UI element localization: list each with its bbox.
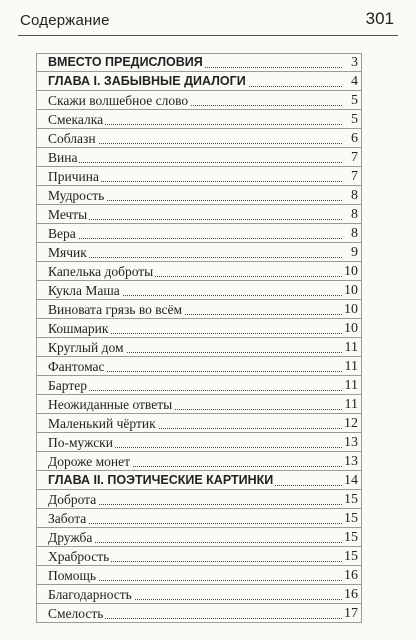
- toc-entry: [36, 433, 362, 452]
- toc-entry-title: Мячик: [48, 245, 87, 260]
- toc-chapter-heading: [36, 72, 362, 91]
- toc-entry: [36, 338, 362, 357]
- toc-entry-page: 6: [351, 131, 358, 146]
- toc-entry: [36, 376, 362, 395]
- toc-entry: [36, 452, 362, 471]
- toc-entry-title: Доброта: [48, 492, 97, 507]
- toc-entry-page: 10: [344, 302, 358, 317]
- toc-entry: [36, 129, 362, 148]
- toc-entry-title: Дороже монет: [48, 454, 131, 469]
- toc-entry-page: 11: [344, 340, 358, 355]
- toc-entry: [36, 395, 362, 414]
- toc-entry-page: 5: [351, 112, 358, 127]
- toc-entry-page: 11: [344, 397, 358, 412]
- toc-entry: [36, 357, 362, 376]
- toc-entry: [36, 205, 362, 224]
- toc-entry: [36, 490, 362, 509]
- toc-entry-page: 8: [351, 188, 358, 203]
- toc-entry-page: 11: [344, 378, 358, 393]
- toc-entry-title: Неожиданные ответы: [48, 397, 173, 412]
- toc-chapter-heading: [36, 471, 362, 490]
- toc-entry-title: Виновата грязь во всём: [48, 302, 183, 317]
- dot-leader: [48, 390, 342, 391]
- toc-entry: [36, 509, 362, 528]
- toc-entry-title: Смекалка: [48, 112, 104, 127]
- toc-entry-title: Мечты: [48, 207, 88, 222]
- toc-entry: [36, 262, 362, 281]
- toc-entry-page: 11: [344, 359, 358, 374]
- toc-entry: [36, 224, 362, 243]
- toc-entry-title: По-мужски: [48, 435, 113, 450]
- toc-entry-title: Бартер: [48, 378, 87, 393]
- dot-leader: [48, 523, 342, 524]
- toc-entry-title: Капелька доброты: [48, 264, 154, 279]
- toc-entry-page: 12: [344, 416, 358, 431]
- toc-entry-page: 14: [344, 473, 358, 488]
- toc-entry-page: 16: [344, 587, 358, 602]
- toc-entry: [36, 300, 362, 319]
- toc-entry-title: Забота: [48, 511, 87, 526]
- dot-leader: [48, 238, 342, 239]
- toc-entry-page: 9: [351, 245, 358, 260]
- toc-entry-page: 7: [351, 169, 358, 184]
- running-header-title: Содержание: [20, 12, 110, 29]
- toc-entry-title: Причина: [48, 169, 99, 184]
- header-rule: [18, 35, 398, 36]
- toc-entry-page: 3: [351, 55, 358, 70]
- dot-leader: [48, 219, 342, 220]
- toc-entry: [36, 547, 362, 566]
- toc-entry: [36, 186, 362, 205]
- toc-entry: [36, 148, 362, 167]
- toc-entry-title: Вера: [48, 226, 76, 241]
- toc-entry-title: Кукла Маша: [48, 283, 120, 298]
- toc-entry: [36, 566, 362, 585]
- toc-entry: [36, 243, 362, 262]
- toc-entry: [36, 604, 362, 623]
- toc-entry: [36, 110, 362, 129]
- toc-entry: [36, 319, 362, 338]
- toc-entry-page: 15: [344, 511, 358, 526]
- toc-entry-page: 10: [344, 283, 358, 298]
- toc-entry-title: Мудрость: [48, 188, 105, 203]
- toc-entry-page: 15: [344, 549, 358, 564]
- toc-entry: [36, 281, 362, 300]
- toc-entry-title: Круглый дом: [48, 340, 124, 355]
- toc-entry-title: ВМЕСТО ПРЕДИСЛОВИЯ: [48, 55, 203, 69]
- dot-leader: [48, 162, 342, 163]
- toc-entry-page: 8: [351, 207, 358, 222]
- toc-entry-title: Дружба: [48, 530, 93, 545]
- page-number: 301: [365, 9, 394, 28]
- toc-entry-title: ГЛАВА I. ЗАБЫВНЫЕ ДИАЛОГИ: [48, 74, 246, 88]
- toc-entry-title: Соблазн: [48, 131, 96, 146]
- table-of-contents: [36, 53, 362, 623]
- toc-entry-title: Смелость: [48, 606, 104, 621]
- toc-entry-page: 7: [351, 150, 358, 165]
- toc-entry-title: Благодарность: [48, 587, 132, 602]
- toc-entry-page: 5: [351, 93, 358, 108]
- toc-entry-title: Маленький чёртик: [48, 416, 156, 431]
- toc-entry-page: 10: [344, 264, 358, 279]
- toc-entry-page: 13: [344, 435, 358, 450]
- toc-entry: [36, 585, 362, 604]
- toc-entry-title: Храбрость: [48, 549, 110, 564]
- toc-entry-page: 10: [344, 321, 358, 336]
- toc-entry-title: Вина: [48, 150, 78, 165]
- toc-entry-title: Кошмарик: [48, 321, 109, 336]
- toc-entry-page: 17: [344, 606, 358, 621]
- toc-entry-page: 15: [344, 530, 358, 545]
- toc-chapter-heading: [36, 53, 362, 72]
- toc-entry: [36, 414, 362, 433]
- toc-entry-page: 8: [351, 226, 358, 241]
- toc-entry: [36, 528, 362, 547]
- toc-entry-page: 4: [351, 74, 358, 89]
- toc-entry-title: Скажи волшебное слово: [48, 93, 189, 108]
- toc-entry: [36, 91, 362, 110]
- toc-entry-title: Помощь: [48, 568, 97, 583]
- toc-entry-title: ГЛАВА II. ПОЭТИЧЕСКИЕ КАРТИНКИ: [48, 473, 274, 487]
- toc-entry-title: Фантомас: [48, 359, 105, 374]
- dot-leader: [48, 257, 342, 258]
- toc-entry-page: 16: [344, 568, 358, 583]
- toc-entry: [36, 167, 362, 186]
- toc-entry-page: 13: [344, 454, 358, 469]
- toc-entry-page: 15: [344, 492, 358, 507]
